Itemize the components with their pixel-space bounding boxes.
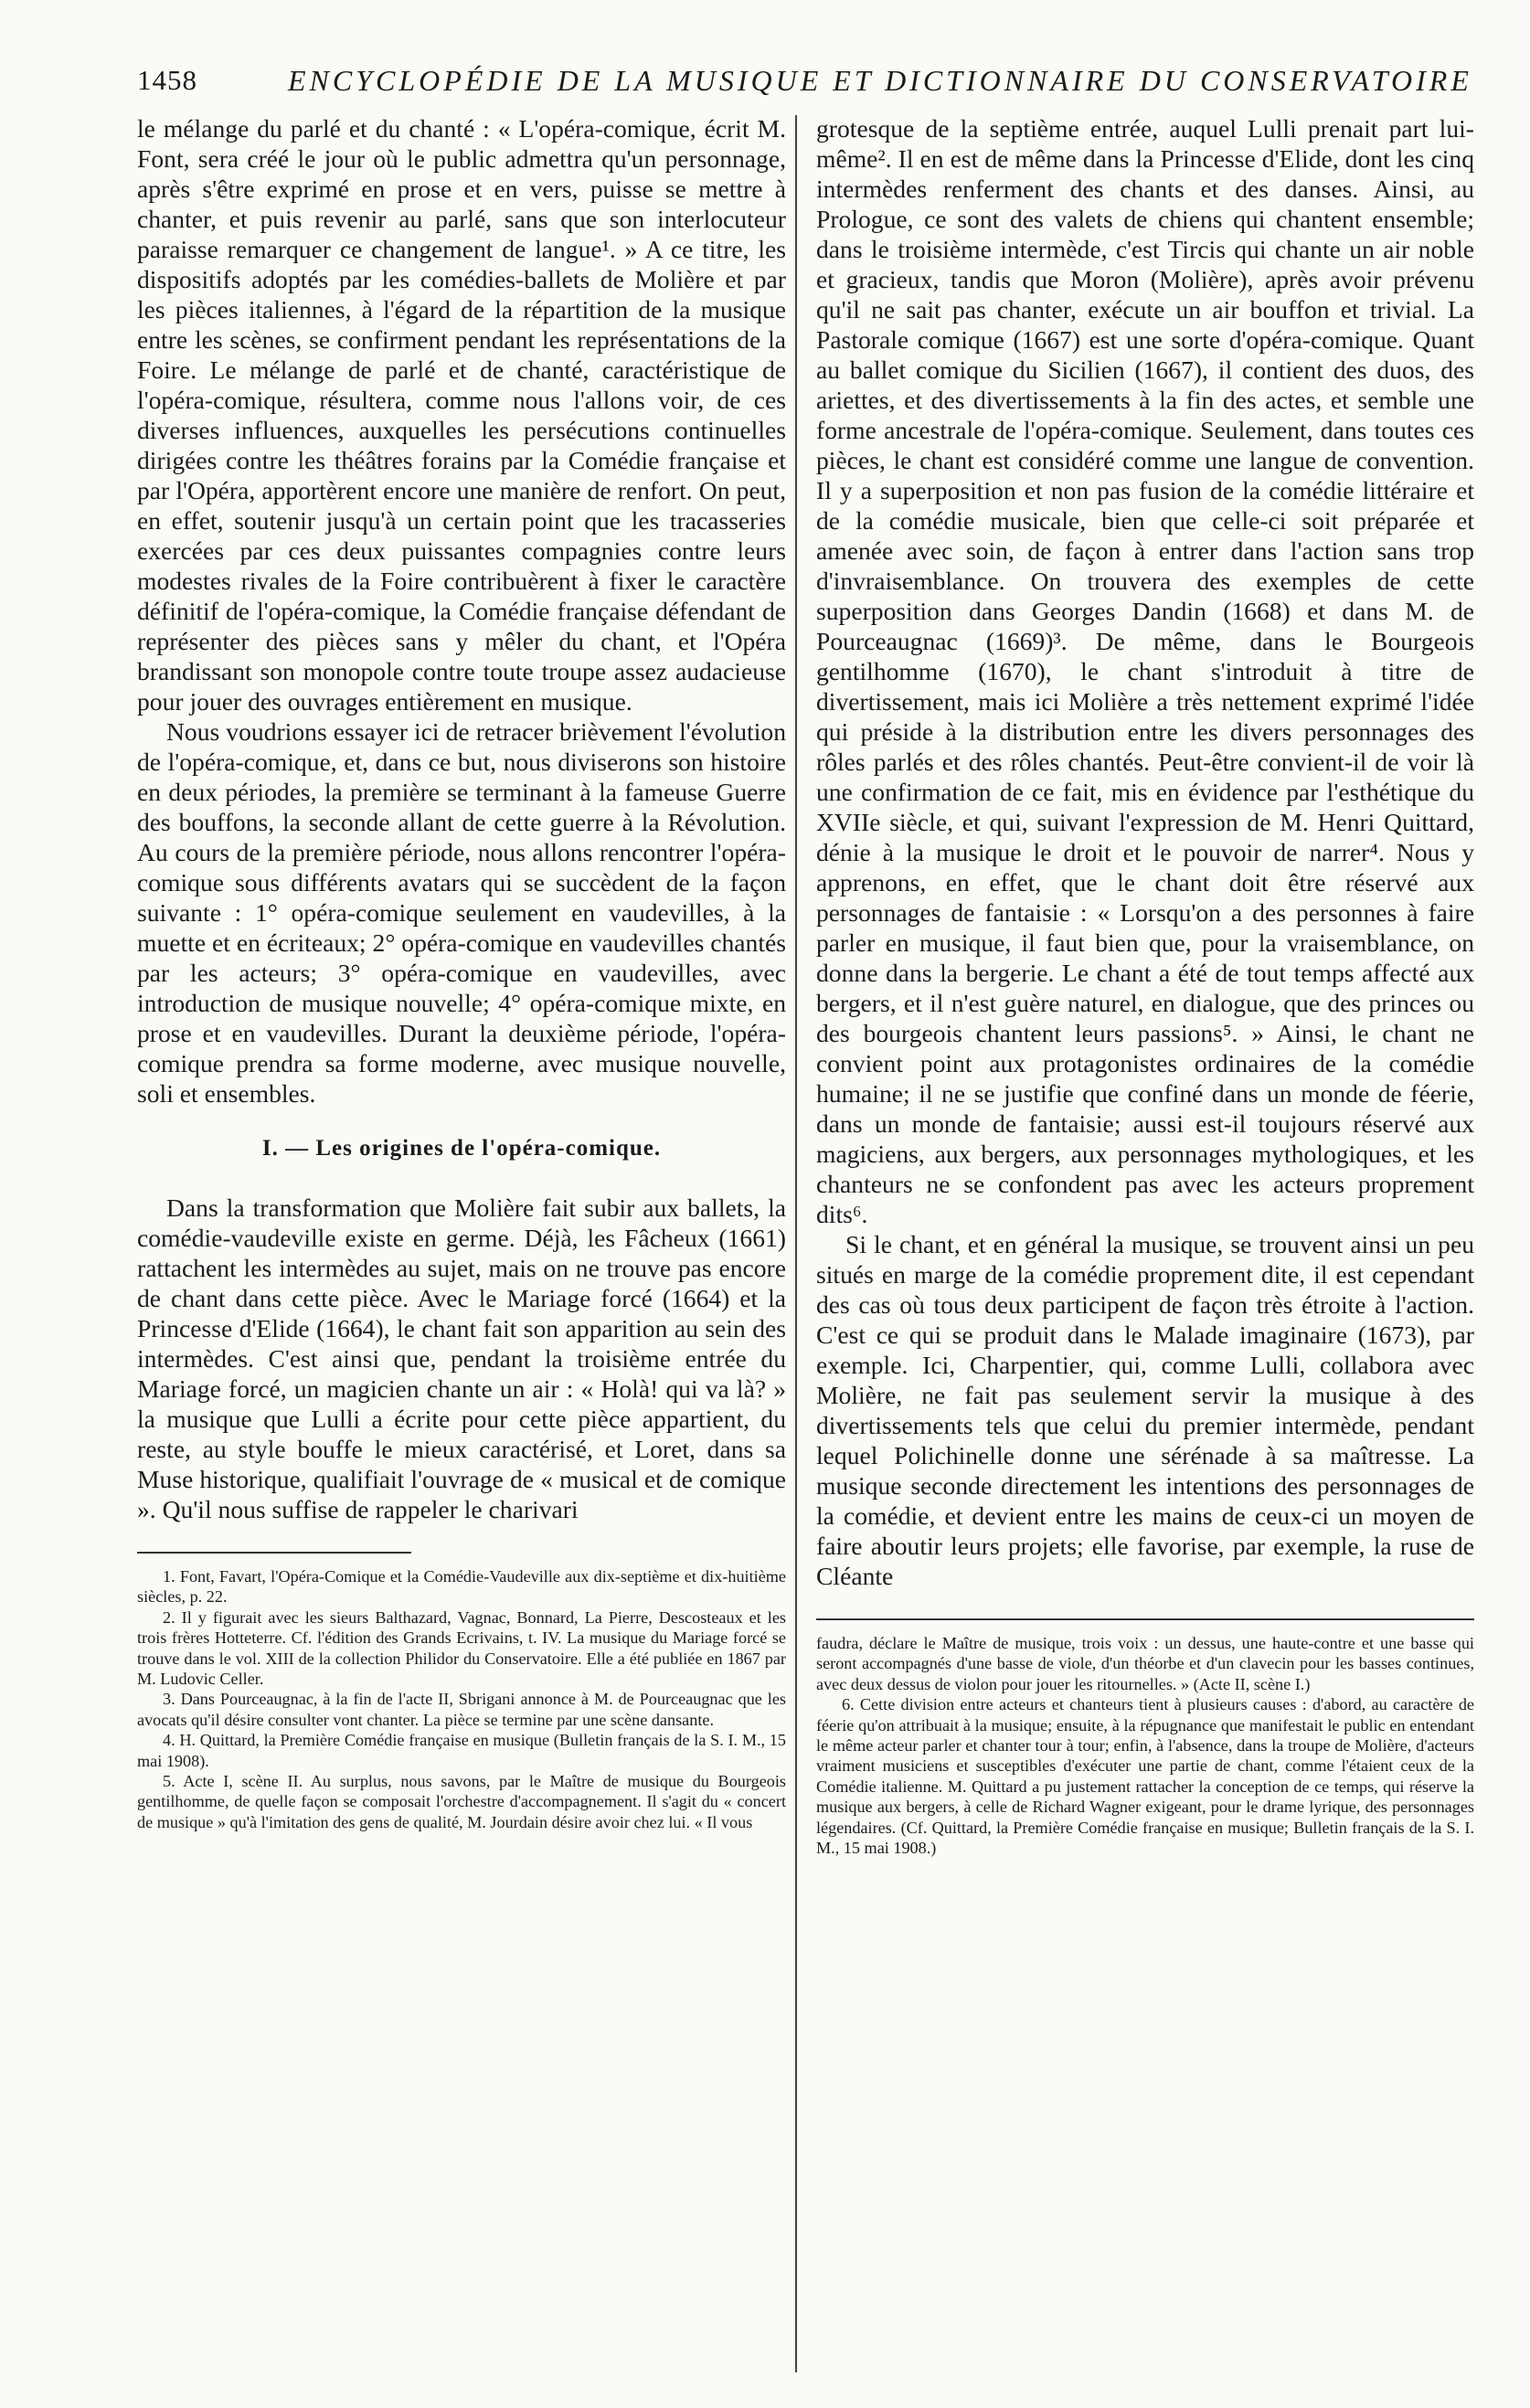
footnote: 5. Acte I, scène II. Au surplus, nous savons, par le Maître de musique du Bourgeois gentilhomme, de quelle façon se composait l'orchestre d'accompagnement. Il s'agit du « concert de musique » qu'à l'imitation des gens de qualité, M. Jourdain désire avoir chez lui. « Il vous — [137, 1772, 786, 1831]
footnote: 1. Font, Favart, l'Opéra-Comique et la Comédie-Vaudeville aux dix-septième et dix-huitième siècles, p. 22. — [137, 1567, 786, 1607]
footnote: 3. Dans Pourceaugnac, à la fin de l'acte II, Sbrigani annonce à M. de Pourceaugnac que les avocats qu'il désire consulter vont chanter. La pièce se termine par une scène dansante. — [137, 1690, 786, 1729]
paragraph: Dans la transformation que Molière fait subir aux ballets, la comédie-vaudeville existe en germe. Déjà, les Fâcheux (1661) rattachent les intermèdes au sujet, mais on ne trouve pas encore de chant dans cette pièce. Avec le Mariage forcé (1664) et la Princesse d'Elide (1664), le chant fait son apparition au sein des intermèdes. C'est ainsi que, pendant la troisième entrée du Mariage forcé, un magicien chante un air : « Holà! qui va là? » la musique que Lulli a écrite pour cette pièce appartient, du reste, au style bouffe le mieux caractérisé, et Loret, dans sa Muse historique, qualifiait l'ouvrage de « musical et de comique ». Qu'il nous suffise de rappeler le charivari — [137, 1193, 786, 1523]
footnotes — [816, 1633, 1474, 1858]
footnotes — [137, 1566, 786, 1832]
right-column — [816, 113, 1474, 1858]
footnote: 4. H. Quittard, la Première Comédie française en musique (Bulletin français de la S. I. M., 15 mai 1908). — [137, 1731, 786, 1770]
section-title: I. — Les origines de l'opéra-comique. — [261, 1136, 662, 1161]
paragraph: grotesque de la septième entrée, auquel Lulli prenait part lui-même². Il en est de même dans la Princesse d'Elide, dont les cinq intermèdes renferment des chants et des danses. Ainsi, au Prologue, ce sont des valets de chiens qui chantent ensemble; dans le troisième intermède, c'est Tircis qui chante un air noble et gracieux, tandis que Moron (Molière), après avoir prévenu qu'il ne sait pas chanter, exécute un air bouffon et trivial. La Pastorale comique (1667) est une sorte d'opéra-comique. Quant au ballet comique du Sicilien (1667), il contient des duos, des ariettes, et des divertissements à la fin des actes, et semble une forme ancestrale de l'opéra-comique. Seulement, dans toutes ces pièces, le chant est considéré comme une langue de convention. Il y a superposition et non pas fusion de la comédie littéraire et de la comédie musicale, bien que celle-ci soit préparée et amenée avec soin, de façon à entrer dans l'action sans trop d'invraisemblance. On trouvera des exemples de cette superposition dans Georges Dandin (1668) et dans M. de Pourceaugnac (1669)³. De même, dans le Bourgeois gentilhomme (1670), le chant s'introduit à titre de divertissement, mais ici Molière a très nettement exprimé l'idée qui préside à la distribution entre les divers personnages des rôles parlés et des rôles chantés. Peut-être convient-il de voir là une confirmation de ce fait, mis en évidence par l'esthétique du XVIIe siècle, et qui, suivant l'expression de M. Henri Quittard, dénie à la musique le droit et le pouvoir de narrer⁴. Nous y apprenons, en effet, que le chant doit être réservé aux personnages de fantaisie : « Lorsqu'on a des personnes à faire parler en musique, il faut bien que, pour la vraisemblance, on donne dans la bergerie. Le chant a été de tout temps affecté aux bergers, et il n'est guère naturel, en dialogue, que des princes ou des bourgeois chantent leurs passions⁵. » Ainsi, le chant ne convient point aux protagonistes ordinaires de la comédie humaine; il ne se justifie que confiné dans un monde de féerie, dans un monde de fantaisie; aussi est-il toujours réservé aux magiciens, aux bergers, aux personnages mythologiques, et les chanteurs ne se confondent pas avec les acteurs proprement dits⁶. — [816, 114, 1474, 1228]
paragraph: le mélange du parlé et du chanté : « L'opéra-comique, écrit M. Font, sera créé le jour où le public admettra qu'un personnage, après s'être exprimé en prose et en vers, puisse se mettre à chanter, et puis revenir au parlé, sans que son interlocuteur paraisse remarquer ce changement de langue¹. » A ce titre, les dispositifs adoptés par les comédies-ballets de Molière et par les pièces italiennes, à l'égard de la répartition de la musique entre les scènes, se confirment pendant les représentations de la Foire. Le mélange de parlé et de chanté, caractéristique de l'opéra-comique, résultera, comme nous l'allons voir, de ces diverses influences, auxquelles les persécutions continuelles dirigées contre les théâtres forains par la Comédie française et par l'Opéra, apportèrent encore une manière de renfort. On peut, en effet, soutenir jusqu'à un certain point que les tracasseries exercées par ces deux puissantes compagnies contre leurs modestes rivales de la Foire contribuèrent à fixer le caractère définitif de l'opéra-comique, la Comédie française défendant de représenter des pièces sans y mêler du chant, et l'Opéra brandissant son monopole contre toute troupe assez audacieuse pour jouer des ouvrages entièrement en musique. — [137, 114, 786, 716]
page-number: 1458 — [137, 64, 197, 96]
paragraph: Si le chant, et en général la musique, se trouvent ainsi un peu situés en marge de la comédie proprement dite, il est cependant des cas où tous deux participent de façon très étroite à l'action. C'est ce qui se produit dans le Malade imaginaire (1673), par exemple. Ici, Charpentier, qui, comme Lulli, collabora avec Molière, ne fait pas seulement servir la musique à des divertissements tels que celui du premier intermède, pendant lequel Polichinelle donne une sérénade à sa maîtresse. La musique seconde directement les intentions des personnages de la comédie, et devient entre les mains de ceux-ci un moyen de faire aboutir leurs projets; elle favorise, par exemple, la ruse de Cléante — [816, 1230, 1474, 1590]
footnote-rule — [816, 1618, 1474, 1620]
footnote: 2. Il y figurait avec les sieurs Balthazard, Vagnac, Bonnard, La Pierre, Descosteaux et les trois frères Hotteterre. Cf. l'édition des Grands Ecrivains, t. IV. La musique du Mariage forcé se trouve dans le vol. XIII de la collection Philidor du Conservatoire. Elle a été publiée en 1867 par M. Ludovic Celler. — [137, 1607, 786, 1689]
left-column — [137, 113, 786, 1832]
footnote: 6. Cette division entre acteurs et chanteurs tient à plusieurs causes : d'abord, au caractère de féerie qu'on attribuait à la musique; ensuite, à la répugnance que manifestait le public en entendant le même acteur parler et chanter tour à tour; enfin, à l'absence, dans la troupe de Molière, d'acteurs vraiment musiciens et susceptibles d'exécuter une partie de chant, comme l'étaient ceux de la Comédie italienne. M. Quittard a pu justement rattacher la conception de ce temps, qui réserve la musique aux bergers, à celle de Richard Wagner exigeant, pour le drame lyrique, des personnages légendaires. (Cf. Quittard, la Première Comédie française en musique; Bulletin français de la S. I. M., 15 mai 1908.) — [816, 1695, 1474, 1858]
running-title: ENCYCLOPÉDIE DE LA MUSIQUE ET DICTIONNAIRE DU CONSERVATOIRE — [288, 64, 1472, 97]
paragraph: Nous voudrions essayer ici de retracer brièvement l'évolution de l'opéra-comique, et, dans ce but, nous diviserons son histoire en deux périodes, la première se terminant à la fameuse Guerre des bouffons, la seconde allant de cette guerre à la Révolution. Au cours de la première période, nous allons rencontrer l'opéra-comique sous différents avatars qui se succèdent de la façon suivante : 1° opéra-comique seulement en vaudevilles, à la muette et en écriteaux; 2° opéra-comique en vaudevilles chantés par les acteurs; 3° opéra-comique en vaudevilles, avec introduction de musique nouvelle; 4° opéra-comique mixte, en prose et en vaudevilles. Durant la deuxième période, l'opéra-comique prendra sa forme moderne, avec musique nouvelle, soli et ensembles. — [137, 717, 786, 1108]
footnote: faudra, déclare le Maître de musique, trois voix : un dessus, une haute-contre et une basse qui seront accompagnés d'une basse de viole, d'un théorbe et d'un clavecin pour les basses continues, avec deux dessus de violon pour jouer les ritournelles. » (Acte II, scène I.) — [816, 1634, 1474, 1693]
column-divider — [795, 115, 797, 2372]
page-header — [137, 58, 1472, 102]
footnote-rule — [137, 1552, 411, 1554]
